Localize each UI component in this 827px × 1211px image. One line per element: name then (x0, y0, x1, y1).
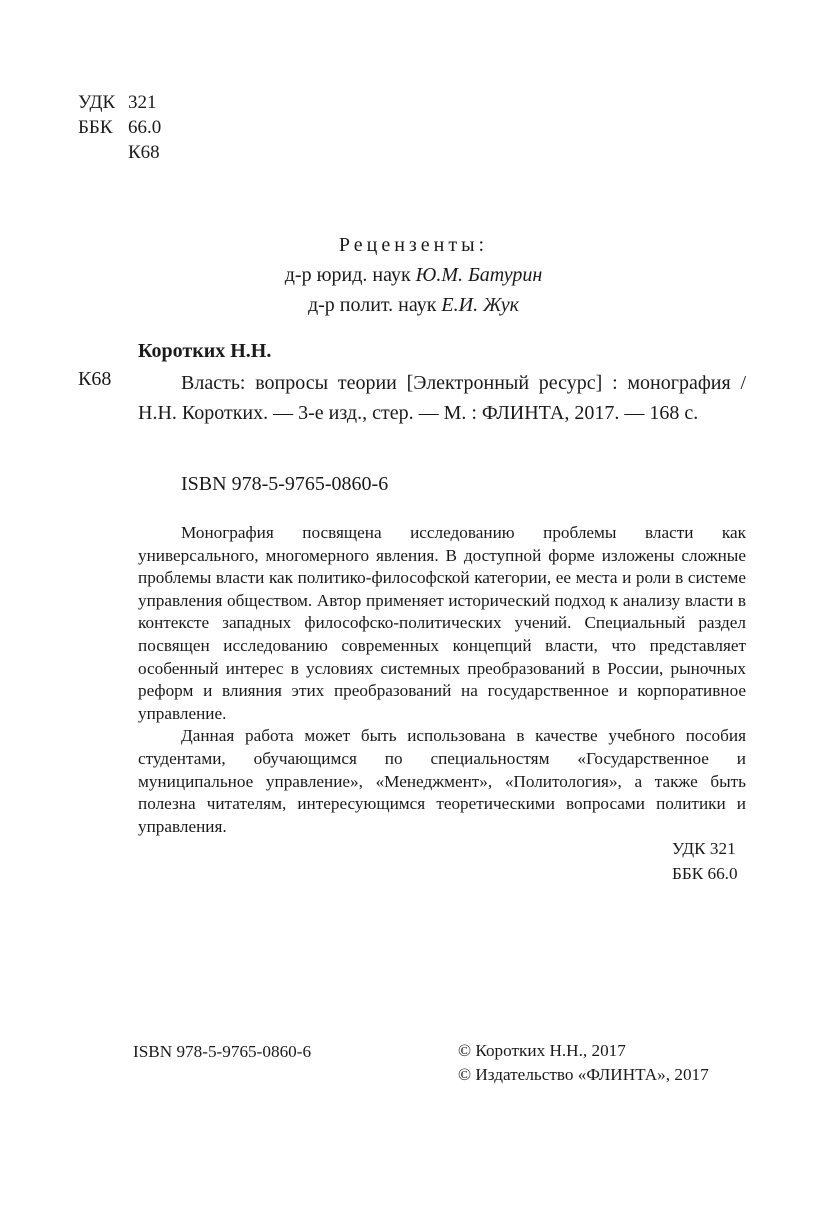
copyright-publisher: © Издательство «ФЛИНТА», 2017 (458, 1065, 709, 1084)
bbk-value: 66.0 (128, 117, 162, 138)
copyright-block (458, 1039, 709, 1087)
reviewers-heading: Рецензенты: (338, 234, 489, 256)
reviewer-name: Ю.М. Батурин (415, 264, 543, 286)
copyright-author: © Коротких Н.Н., 2017 (458, 1041, 626, 1060)
annotation-udk: УДК 321 (672, 839, 736, 858)
annotation (138, 522, 746, 838)
reviewer-line (0, 260, 827, 290)
annotation-bbk: ББК 66.0 (672, 864, 738, 883)
classification-author-mark: К68 (128, 142, 160, 163)
author-mark-line (78, 140, 161, 165)
bbk-line (78, 115, 161, 140)
reviewer-degree: д-р юрид. наук (284, 264, 411, 286)
reviewer-degree: д-р полит. наук (307, 294, 437, 316)
entry-description: Власть: вопросы теории [Электронный ресурс] : монография / Н.Н. Коротких. — 3-е изд., стер. — М. : ФЛИНТА, 2017. — 168 с. (138, 372, 746, 424)
udk-line (78, 90, 161, 115)
footer-isbn: ISBN 978-5-9765-0860-6 (133, 1042, 312, 1061)
udk-label: УДК (78, 92, 116, 113)
reviewer-name: Е.И. Жук (441, 294, 520, 316)
entry-author-mark: К68 (78, 368, 112, 390)
udk-value: 321 (128, 92, 157, 113)
annotation-classification (672, 836, 738, 886)
annotation-paragraph: Данная работа может быть использована в качестве учебного пособия студентами, обучающимся по специальностям «Государственное и муниципальное управление», «Менеджмент», «Политология», а также быть полезна читателям, интересующимся теоретическими вопросами политики и управления. (138, 726, 746, 836)
entry-isbn: ISBN 978-5-9765-0860-6 (181, 473, 389, 495)
classification-block (78, 90, 161, 165)
entry-author: Коротких Н.Н. (138, 340, 272, 362)
reviewers-block (0, 230, 827, 320)
annotation-paragraph: Монография посвящена исследованию проблемы власти как универсального, многомерного явления. В доступной форме изложены сложные проблемы власти как политико-философской категории, ее места и роли в системе управления обществом. Автор применяет исторический подход к анализу власти в контексте западных философско-политических учений. Специальный раздел посвящен исследованию современных концепций власти, что представляет особенный интерес в условиях системных преобразований в России, рыночных реформ и влияния этих преобразований на государственное и корпоративное управление. (138, 523, 746, 723)
bbk-label: ББК (78, 117, 113, 138)
reviewer-line (0, 290, 827, 320)
